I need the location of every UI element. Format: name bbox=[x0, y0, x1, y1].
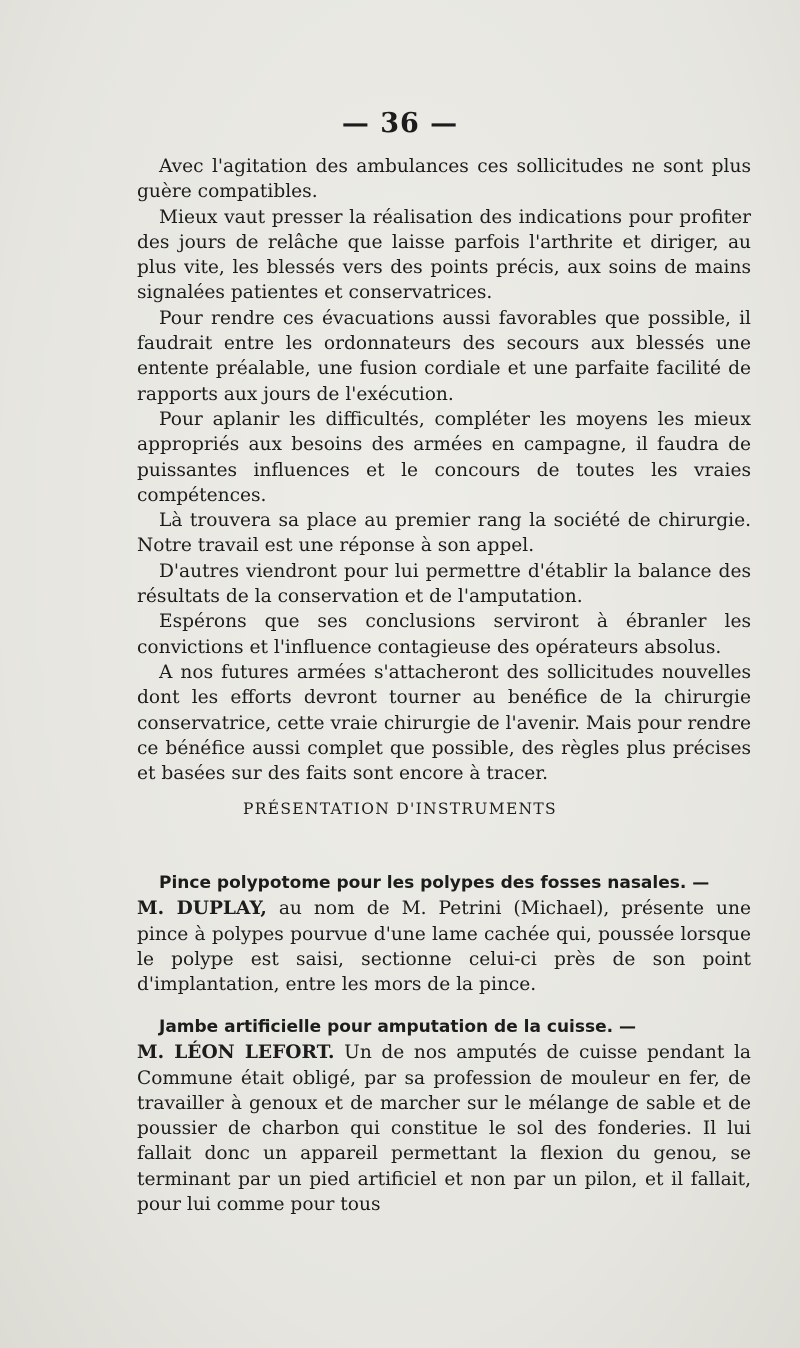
paragraph: Pour rendre ces évacuations aussi favorables que possible, il faudrait entre les ordonnateurs des secours aux blessés une entente préalable, une fusion cordiale et une parfaite facilité de rapports aux jours de l'exécution. bbox=[137, 307, 751, 405]
instrument-entry bbox=[137, 1014, 751, 1217]
instrument-paragraph bbox=[137, 1014, 751, 1217]
presenter-name: M. LÉON LEFORT. bbox=[137, 1042, 335, 1064]
paragraph: D'autres viendront pour lui permettre d'établir la balance des résultats de la conservation et de l'amputation. bbox=[137, 560, 751, 608]
instrument-description: Un de nos amputés de cuisse pendant la Commune était obligé, par sa profession de mouleur en fer, de travailler à genoux et de marcher sur le mélange de sable et de poussier de charbon qui constitue le sol des fonderies. Il lui fallait donc un appareil permettant la flexion du genou, se terminant par un pied artificiel et non par un pilon, et il fallait, pour lui comme pour tous bbox=[137, 1042, 751, 1216]
instrument-title: Jambe artificielle pour amputation de la cuisse. — bbox=[159, 1017, 637, 1037]
paragraph: Espérons que ses conclusions serviront à ébranler les convictions et l'influence contagieuse des opérateurs absolus. bbox=[137, 611, 751, 658]
instrument-paragraph bbox=[137, 870, 751, 997]
paragraph: A nos futures armées s'attacheront des sollicitudes nouvelles dont les efforts devront tourner au benéfice de la chirurgie conservatrice, cette vraie chirurgie de l'avenir. Mais pour rendre ce bénéfice aussi complet que possible, des règles plus précises et basées sur des faits sont encore à tracer. bbox=[137, 661, 751, 785]
instrument-title: Pince polypotome pour les polypes des fosses nasales. — bbox=[159, 873, 710, 893]
instrument-entry bbox=[137, 870, 751, 997]
body-text bbox=[137, 154, 751, 786]
paragraph: Mieux vaut presser la réalisation des indications pour profiter des jours de relâche que laisse parfois l'arthrite et diriger, au plus vite, les blessés vers des points précis, aux soins de mains signalées patientes et conservatrices. bbox=[137, 206, 751, 304]
paragraph: Là trouvera sa place au premier rang la société de chirurgie. Notre travail est une réponse à son appel. bbox=[137, 510, 751, 557]
page-number: — 36 — bbox=[341, 108, 459, 139]
presenter-name: M. DUPLAY, bbox=[137, 898, 267, 920]
section-heading: PRÉSENTATION D'INSTRUMENTS bbox=[243, 800, 557, 818]
instrument-description: au nom de M. Petrini (Michael), présente une pince à polypes pourvue d'une lame cachée qui, poussée lorsque le polype est saisi, sectionne celui-ci près de son point d'implantation, entre les mors de la pince. bbox=[137, 898, 751, 996]
paragraph: Pour aplanir les difficultés, compléter les moyens les mieux appropriés aux besoins des armées en campagne, il faudra de puissantes influences et le concours de toutes les vraies compétences. bbox=[137, 408, 751, 506]
paragraph: Avec l'agitation des ambulances ces sollicitudes ne sont plus guère compatibles. bbox=[137, 156, 751, 203]
